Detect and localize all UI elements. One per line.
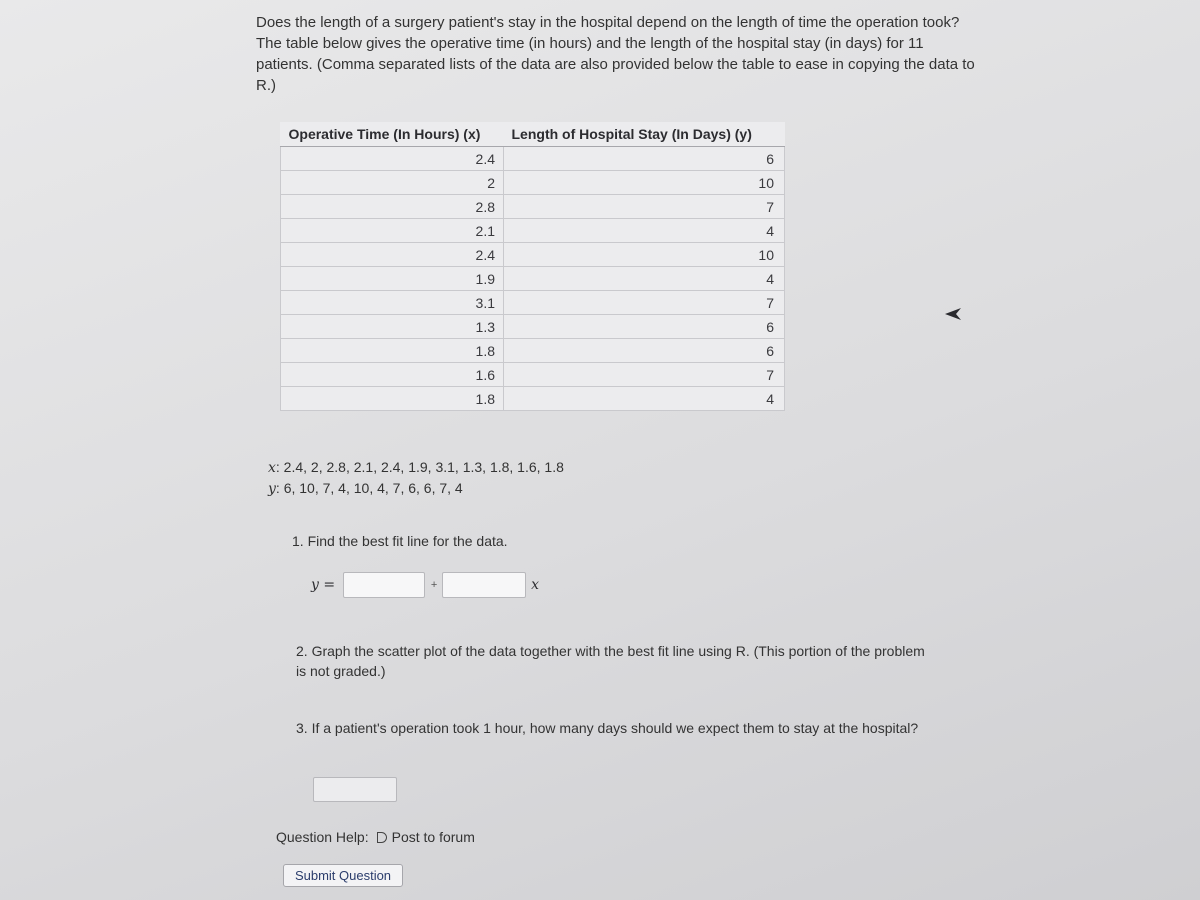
y-cell: 10 (504, 171, 785, 195)
y-list (268, 478, 564, 499)
y-cell: 4 (504, 387, 785, 411)
plus-sign: + (430, 579, 438, 591)
x-cell: 2 (281, 171, 504, 195)
y-cell: 4 (504, 267, 785, 291)
slope-input[interactable] (442, 572, 526, 598)
x-cell: 3.1 (281, 291, 504, 315)
y-cell: 7 (504, 195, 785, 219)
table-row (281, 219, 785, 243)
x-list-values: : 2.4, 2, 2.8, 2.1, 2.4, 1.9, 3.1, 1.3, 1.8, 1.6, 1.8 (275, 459, 564, 475)
x-cell: 2.4 (281, 243, 504, 267)
x-cell: 1.6 (281, 363, 504, 387)
y-list-label: y (268, 481, 276, 497)
table-row (281, 291, 785, 315)
post-to-forum-label: Post to forum (391, 829, 475, 845)
post-to-forum-link[interactable] (377, 829, 475, 845)
x-cell: 1.8 (281, 387, 504, 411)
table-row (281, 195, 785, 219)
table-row (281, 171, 785, 195)
question-help-label: Question Help: (276, 829, 369, 845)
y-cell: 6 (504, 147, 785, 171)
equation-x-variable: x (531, 577, 539, 593)
y-list-values: : 6, 10, 7, 4, 10, 4, 7, 6, 6, 7, 4 (275, 480, 463, 496)
header-hospital-stay: Length of Hospital Stay (In Days) (y) (504, 122, 785, 147)
question-1-text: 1. Find the best fit line for the data. (292, 533, 508, 549)
x-cell: 2.8 (281, 195, 504, 219)
x-cell: 1.8 (281, 339, 504, 363)
table-row (281, 267, 785, 291)
x-cell: 1.3 (281, 315, 504, 339)
y-cell: 4 (504, 219, 785, 243)
mouse-pointer-icon (944, 305, 962, 323)
comma-separated-lists (268, 457, 564, 499)
best-fit-equation (311, 572, 539, 598)
x-cell: 1.9 (281, 267, 504, 291)
table-header-row (281, 122, 785, 147)
table-row (281, 147, 785, 171)
forum-icon (377, 832, 387, 843)
question-2-text: 2. Graph the scatter plot of the data together with the best fit line using R. (This portion of the problem is not graded.) (296, 643, 925, 679)
header-operative-time: Operative Time (In Hours) (x) (281, 122, 504, 147)
x-cell: 2.4 (281, 147, 504, 171)
table-row (281, 387, 785, 411)
equation-lhs: y = (311, 577, 336, 593)
x-list-label: x (268, 460, 276, 476)
data-table (280, 122, 785, 411)
submit-question-button[interactable]: Submit Question (283, 864, 403, 887)
y-cell: 10 (504, 243, 785, 267)
question-help (276, 829, 475, 845)
intercept-input[interactable] (343, 572, 425, 598)
table-row (281, 315, 785, 339)
question-3-text: 3. If a patient's operation took 1 hour, how many days should we expect them to stay at the hospital? (296, 720, 919, 736)
x-list (268, 457, 564, 478)
days-answer-input[interactable] (313, 777, 397, 802)
y-cell: 7 (504, 363, 785, 387)
problem-statement: Does the length of a surgery patient's stay in the hospital depend on the length of time the operation took? The table below gives the operative time (in hours) and the length of the hospital stay (in days) for 11 patients. (Comma separated lists of the data are also provided below the table to ease in copying the data to R.) (256, 14, 975, 94)
table-row (281, 363, 785, 387)
y-cell: 7 (504, 291, 785, 315)
y-cell: 6 (504, 339, 785, 363)
y-cell: 6 (504, 315, 785, 339)
table-row (281, 243, 785, 267)
table-row (281, 339, 785, 363)
x-cell: 2.1 (281, 219, 504, 243)
